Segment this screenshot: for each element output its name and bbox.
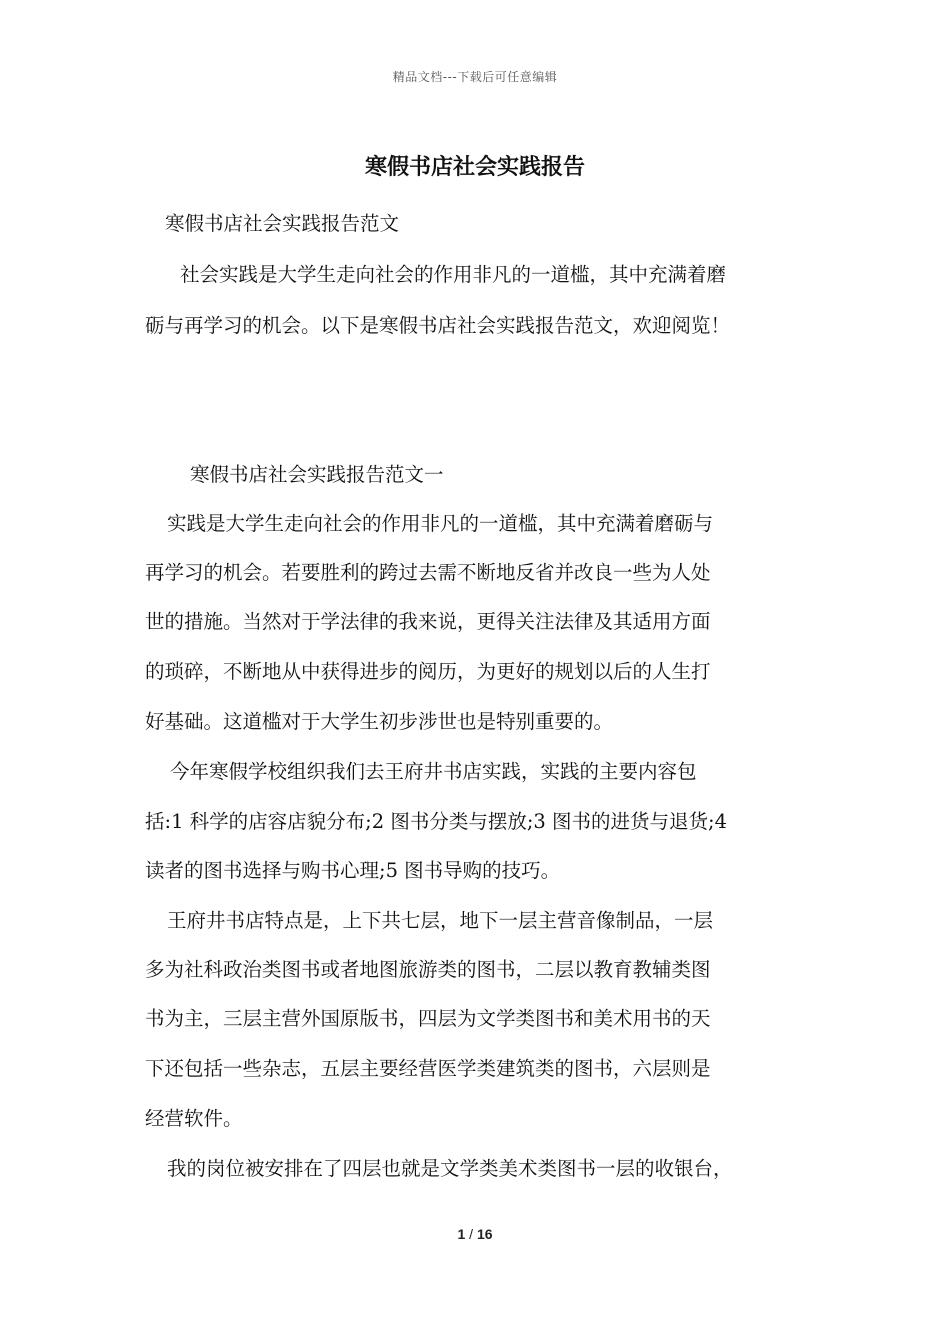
- subtitle-line: 寒假书店社会实践报告范文: [165, 212, 400, 235]
- body-line: 括:1 科学的店容店貌分布;2 图书分类与摆放;3 图书的进货与退货;4: [145, 810, 728, 833]
- page-number: [0, 1226, 950, 1242]
- body-line: 多为社科政治类图书或者地图旅游类的图书，二层以教育教辅类图: [145, 958, 711, 981]
- body-line: 实践是大学生走向社会的作用非凡的一道槛，其中充满着磨砺与: [167, 512, 714, 535]
- body-line: 读者的图书选择与购书心理;5 图书导购的技巧。: [145, 859, 561, 882]
- body-line: 王府井书店特点是，上下共七层，地下一层主营音像制品，一层: [167, 909, 714, 932]
- total-pages: 16: [476, 1226, 493, 1242]
- body-line: 好基础。这道槛对于大学生初步涉世也是特别重要的。: [145, 710, 614, 733]
- body-line: 再学习的机会。若要胜利的跨过去需不断地反省并改良一些为人处: [145, 561, 711, 584]
- body-line: 书为主，三层主营外国原版书，四层为文学类图书和美术用书的天: [145, 1007, 711, 1030]
- current-page: 1: [457, 1226, 466, 1242]
- section-heading: 寒假书店社会实践报告范文一: [190, 463, 444, 486]
- body-line: 的琐碎，不断地从中获得进步的阅历，为更好的规划以后的人生打: [145, 660, 711, 683]
- intro-line-2: 砺与再学习的机会。以下是寒假书店社会实践报告范文，欢迎阅览！: [145, 314, 731, 337]
- body-line: 今年寒假学校组织我们去王府井书店实践，实践的主要内容包: [170, 760, 697, 783]
- body-line: 经营软件。: [145, 1107, 243, 1130]
- body-line: 下还包括一些杂志，五层主要经营医学类建筑类的图书，六层则是: [145, 1057, 711, 1080]
- body-line: 我的岗位被安排在了四层也就是文学类美术类图书一层的收银台，: [167, 1157, 733, 1180]
- body-line: 世的措施。当然对于学法律的我来说，更得关注法律及其适用方面: [145, 610, 711, 633]
- intro-line-1: 社会实践是大学生走向社会的作用非凡的一道槛，其中充满着磨: [180, 263, 727, 286]
- header-note: 精品文档---下载后可任意编辑: [392, 70, 558, 84]
- page-separator: /: [465, 1226, 477, 1242]
- document-title: 寒假书店社会实践报告: [364, 154, 585, 180]
